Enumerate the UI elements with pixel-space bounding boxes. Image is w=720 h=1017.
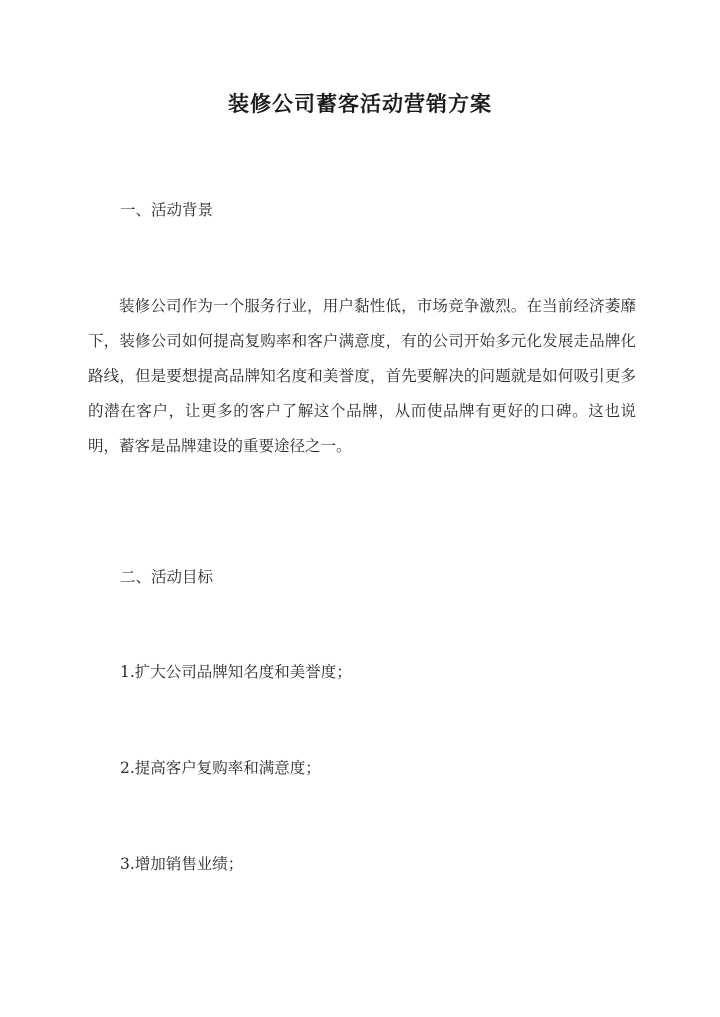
goal-item-2: 2.提高客户复购率和满意度；: [120, 759, 321, 777]
document-title: 装修公司蓄客活动营销方案: [228, 91, 492, 116]
section-heading-background: 一、活动背景: [120, 201, 214, 219]
section-heading-goals: 二、活动目标: [120, 568, 214, 586]
goal-item-1: 1.扩大公司品牌知名度和美誉度；: [120, 663, 352, 681]
background-paragraph: 装修公司作为一个服务行业，用户黏性低，市场竞争激烈。在当前经济萎靡下，装修公司如何提高复购率和客户满意度，有的公司开始多元化发展走品牌化路线，但是要想提高品牌知名度和美誉度，首先要解决的问题就是如何吸引更多的潜在客户，让更多的客户了解这个品牌，从而使品牌有更好的口碑。这也说明，蓄客是品牌建设的重要途径之一。: [88, 297, 636, 455]
goal-item-3: 3.增加销售业绩；: [120, 855, 244, 873]
